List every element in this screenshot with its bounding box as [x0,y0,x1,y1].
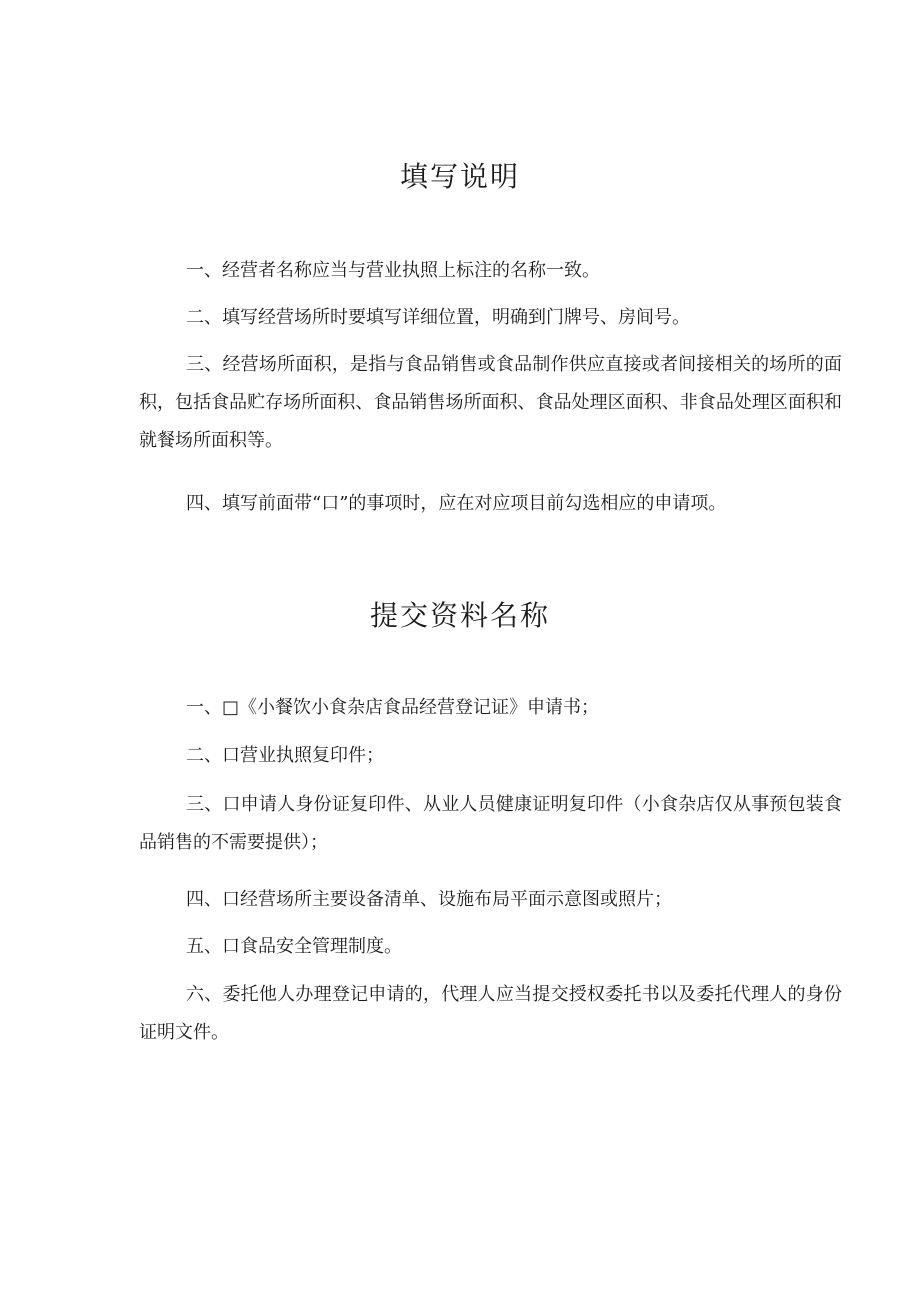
material-item-1: 一、□《小餐饮小食杂店食品经营登记证》申请书； [186,697,600,718]
instruction-item-2: 二、填写经营场所时要填写详细位置，明确到门牌号、房间号。 [186,307,690,328]
material-item-4: 四、口经营场所主要设备清单、设施布局平面示意图或照片； [186,889,672,910]
material-item-6: 六、委托他人办理登记申请的，代理人应当提交授权委托书以及委托代理人的身份证明文件。 [139,984,842,1043]
materials-title: 提交资料名称 [369,599,550,632]
instruction-item-4: 四、填写前面带“口”的事项时，应在对应项目前勾选相应的申请项。 [186,493,727,514]
material-item-2: 二、口营业执照复印件； [186,745,384,766]
instructions-title: 填写说明 [399,160,520,193]
material-item-3: 三、口申请人身份证复印件、从业人员健康证明复印件（小食杂店仅从事预包装食品销售的不需要提供）； [139,794,842,853]
instruction-item-1: 一、经营者名称应当与营业执照上标注的名称一致。 [186,260,600,281]
instruction-item-3: 三、经营场所面积，是指与食品销售或食品制作供应直接或者间接相关的场所的面积，包括食品贮存场所面积、食品销售场所面积、食品处理区面积、非食品处理区面积和就餐场所面积等。 [139,354,842,451]
material-item-5: 五、口食品安全管理制度。 [186,936,402,957]
